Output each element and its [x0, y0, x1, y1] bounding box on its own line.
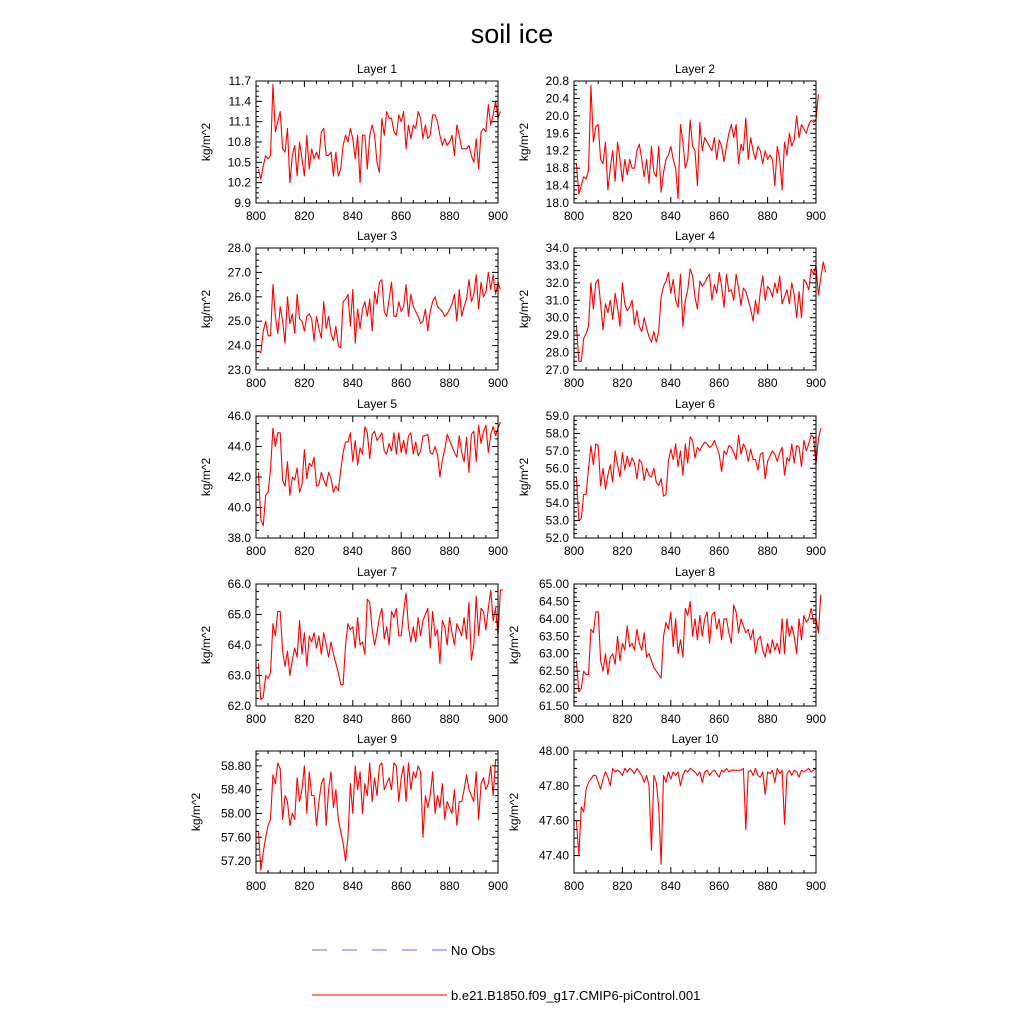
- y-tick-label: 38.0: [227, 531, 251, 545]
- x-tick-label: 880: [757, 879, 778, 893]
- x-tick-label: 800: [245, 879, 267, 893]
- x-tick-label: 900: [487, 879, 509, 893]
- y-tick-label: 63.0: [227, 668, 251, 683]
- y-axis-label: kg/m^2: [517, 289, 531, 329]
- x-tick-label: 860: [391, 712, 412, 726]
- y-axis-label: kg/m^2: [199, 625, 213, 665]
- y-tick-label: 27.0: [545, 363, 569, 377]
- y-tick-label: 25.0: [227, 314, 251, 329]
- y-tick-label: 56.0: [545, 461, 569, 476]
- x-tick-label: 900: [487, 712, 509, 726]
- y-tick-label: 23.0: [227, 363, 251, 377]
- x-tick-label: 820: [612, 879, 633, 893]
- y-tick-label: 30.0: [545, 310, 569, 325]
- y-tick-label: 53.0: [545, 513, 569, 528]
- y-axis-label: kg/m^2: [517, 122, 531, 162]
- y-tick-label: 18.4: [545, 178, 569, 193]
- x-tick-label: 880: [439, 209, 460, 223]
- legend-label-no-obs: No Obs: [451, 943, 496, 958]
- x-tick-label: 820: [294, 209, 315, 223]
- x-tick-label: 800: [563, 544, 585, 558]
- x-tick-label: 860: [709, 376, 730, 390]
- x-tick-label: 880: [439, 376, 460, 390]
- y-tick-label: 54.0: [545, 496, 569, 511]
- y-tick-label: 18.0: [545, 196, 569, 210]
- y-tick-label: 57.0: [545, 443, 569, 458]
- legend-label-model: b.e21.B1850.f09_g17.CMIP6-piControl.001: [451, 988, 701, 1003]
- y-axis-label: kg/m^2: [199, 122, 213, 162]
- x-tick-label: 900: [805, 712, 827, 726]
- x-tick-label: 820: [612, 544, 633, 558]
- y-tick-label: 46.0: [227, 409, 251, 423]
- x-tick-label: 820: [612, 209, 633, 223]
- y-tick-label: 19.2: [545, 143, 569, 158]
- y-tick-label: 11.4: [228, 94, 251, 109]
- x-tick-label: 820: [294, 376, 315, 390]
- y-tick-label: 65.00: [538, 577, 569, 591]
- y-axis-label: kg/m^2: [189, 792, 203, 832]
- y-tick-label: 9.9: [234, 196, 251, 210]
- x-tick-label: 900: [487, 209, 509, 223]
- panel-title-layer-6: Layer 6: [674, 397, 716, 411]
- y-tick-label: 57.20: [220, 854, 251, 869]
- y-tick-label: 62.50: [538, 664, 569, 679]
- y-tick-label: 48.00: [538, 744, 569, 758]
- x-tick-label: 880: [757, 544, 778, 558]
- y-tick-label: 32.0: [545, 275, 569, 290]
- y-tick-label: 64.00: [538, 611, 569, 626]
- x-tick-label: 860: [709, 209, 730, 223]
- x-tick-label: 900: [487, 544, 509, 558]
- x-tick-label: 860: [391, 544, 412, 558]
- y-tick-label: 44.0: [227, 439, 251, 454]
- y-tick-label: 47.60: [538, 813, 569, 828]
- y-tick-label: 42.0: [227, 470, 251, 484]
- y-tick-label: 62.0: [227, 699, 251, 713]
- x-tick-label: 900: [805, 544, 827, 558]
- y-tick-label: 40.0: [227, 500, 251, 515]
- x-tick-label: 800: [563, 209, 585, 223]
- x-tick-label: 800: [563, 879, 585, 893]
- x-tick-label: 840: [660, 712, 681, 726]
- y-tick-label: 58.40: [220, 782, 251, 797]
- y-tick-label: 59.0: [545, 409, 569, 423]
- panel-title-layer-5: Layer 5: [356, 397, 398, 411]
- y-tick-label: 63.50: [538, 629, 569, 644]
- y-tick-label: 19.6: [545, 126, 569, 141]
- x-tick-label: 860: [709, 544, 730, 558]
- y-tick-label: 58.0: [545, 426, 569, 441]
- x-tick-label: 900: [805, 376, 827, 390]
- y-axis-label: kg/m^2: [517, 457, 531, 497]
- y-tick-label: 20.4: [545, 91, 569, 106]
- y-tick-label: 31.0: [545, 293, 569, 308]
- x-tick-label: 900: [805, 209, 827, 223]
- x-tick-label: 840: [660, 879, 681, 893]
- x-tick-label: 880: [439, 712, 460, 726]
- x-tick-label: 800: [563, 712, 585, 726]
- x-tick-label: 820: [294, 544, 315, 558]
- x-tick-label: 880: [757, 376, 778, 390]
- x-tick-label: 800: [245, 209, 267, 223]
- x-tick-label: 800: [245, 712, 267, 726]
- panel-title-layer-7: Layer 7: [356, 565, 398, 579]
- panel-title-layer-1: Layer 1: [356, 62, 398, 76]
- x-tick-label: 840: [660, 376, 681, 390]
- y-tick-label: 24.0: [227, 338, 251, 353]
- y-axis-label: kg/m^2: [199, 289, 213, 329]
- x-tick-label: 840: [342, 376, 363, 390]
- x-tick-label: 860: [709, 712, 730, 726]
- y-tick-label: 64.0: [227, 638, 251, 652]
- y-tick-label: 10.2: [227, 175, 251, 190]
- x-tick-label: 880: [439, 544, 460, 558]
- x-tick-label: 840: [342, 544, 363, 558]
- y-tick-label: 61.50: [538, 699, 569, 713]
- x-tick-label: 820: [294, 712, 315, 726]
- y-tick-label: 62.00: [538, 681, 569, 696]
- panel-title-layer-3: Layer 3: [356, 229, 398, 243]
- y-tick-label: 64.50: [538, 594, 569, 609]
- y-tick-label: 34.0: [545, 241, 569, 255]
- x-tick-label: 860: [391, 376, 412, 390]
- y-tick-label: 10.5: [227, 155, 251, 170]
- x-tick-label: 840: [342, 209, 363, 223]
- x-tick-label: 820: [294, 879, 315, 893]
- y-axis-label: kg/m^2: [199, 457, 213, 497]
- y-tick-label: 28.0: [227, 241, 251, 255]
- x-tick-label: 840: [342, 712, 363, 726]
- y-tick-label: 63.00: [538, 646, 569, 661]
- y-tick-label: 20.8: [545, 74, 569, 88]
- x-tick-label: 860: [391, 879, 412, 893]
- x-tick-label: 860: [391, 209, 412, 223]
- panel-title-layer-9: Layer 9: [356, 732, 398, 746]
- panel-title-layer-4: Layer 4: [674, 229, 716, 243]
- y-tick-label: 47.80: [538, 778, 569, 793]
- y-tick-label: 11.7: [228, 74, 251, 88]
- y-tick-label: 65.0: [227, 607, 251, 622]
- panel-title-layer-8: Layer 8: [674, 565, 716, 579]
- panel-title-layer-2: Layer 2: [674, 62, 716, 76]
- x-tick-label: 880: [757, 712, 778, 726]
- x-tick-label: 860: [709, 879, 730, 893]
- y-tick-label: 20.0: [545, 108, 569, 123]
- x-tick-label: 880: [439, 879, 460, 893]
- x-tick-label: 800: [563, 376, 585, 390]
- y-axis-label: kg/m^2: [507, 625, 521, 665]
- figure-title: soil ice: [470, 19, 554, 49]
- x-tick-label: 900: [805, 879, 827, 893]
- panel-title-layer-10: Layer 10: [671, 732, 719, 746]
- y-tick-label: 57.60: [220, 830, 251, 845]
- x-tick-label: 800: [245, 544, 267, 558]
- y-tick-label: 52.0: [545, 531, 569, 545]
- y-tick-label: 33.0: [545, 258, 569, 273]
- y-tick-label: 58.00: [220, 806, 251, 821]
- x-tick-label: 820: [612, 712, 633, 726]
- y-tick-label: 66.0: [227, 577, 251, 591]
- x-tick-label: 800: [245, 376, 267, 390]
- y-tick-label: 55.0: [545, 478, 569, 493]
- x-tick-label: 840: [660, 544, 681, 558]
- x-tick-label: 840: [342, 879, 363, 893]
- x-tick-label: 880: [757, 209, 778, 223]
- y-tick-label: 47.40: [538, 848, 569, 863]
- x-tick-label: 900: [487, 376, 509, 390]
- x-tick-label: 840: [660, 209, 681, 223]
- y-tick-label: 27.0: [227, 265, 251, 280]
- y-tick-label: 28.0: [545, 345, 569, 360]
- y-tick-label: 58.80: [220, 758, 251, 773]
- y-tick-label: 11.1: [228, 114, 251, 129]
- y-axis-label: kg/m^2: [507, 792, 521, 832]
- y-tick-label: 26.0: [227, 289, 251, 304]
- x-tick-label: 820: [612, 376, 633, 390]
- y-tick-label: 18.8: [545, 161, 569, 176]
- y-tick-label: 29.0: [545, 328, 569, 343]
- y-tick-label: 10.8: [227, 135, 251, 149]
